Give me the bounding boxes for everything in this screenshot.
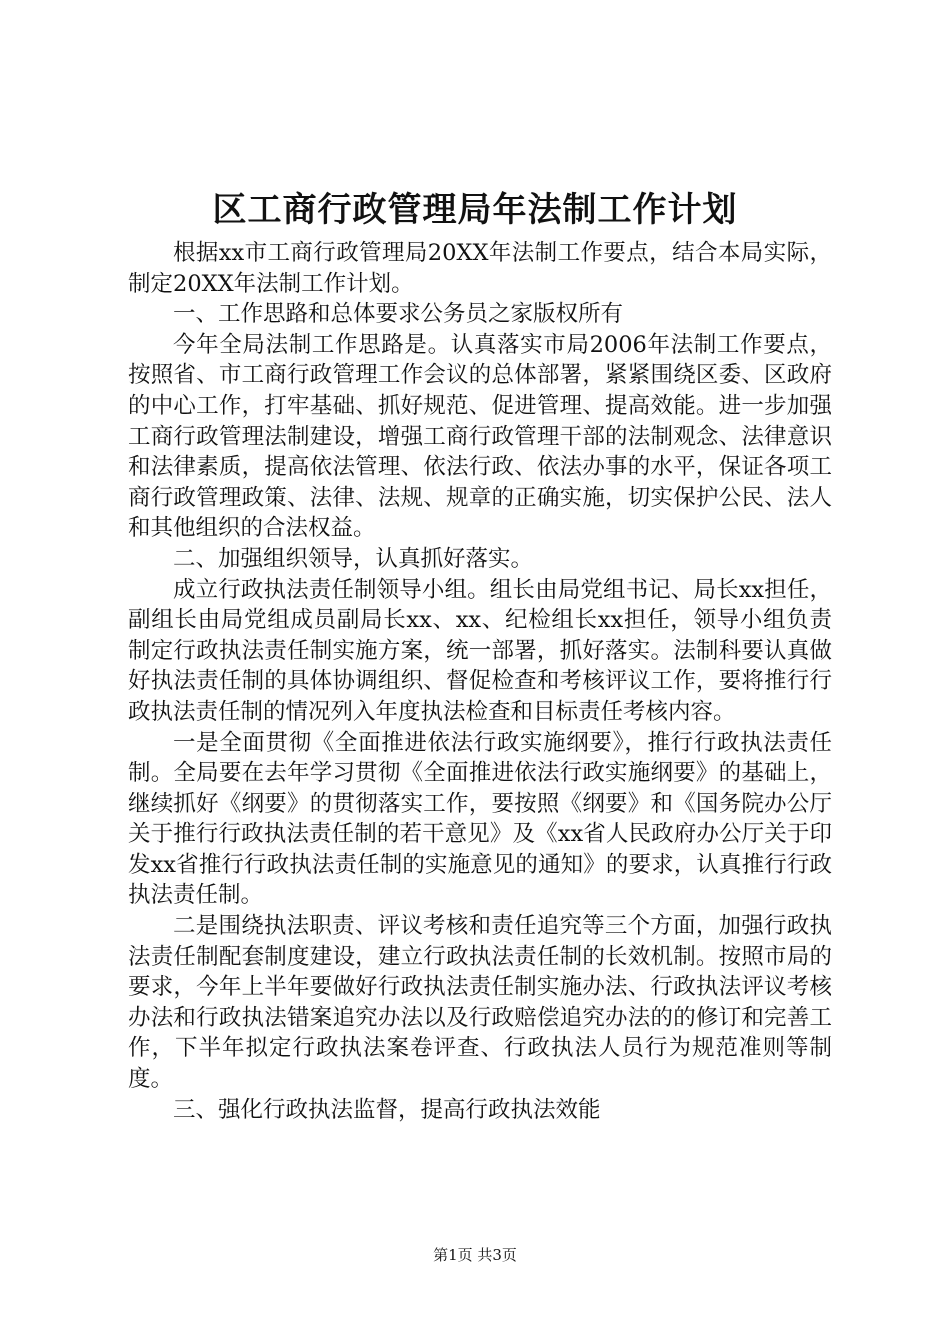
document-body xyxy=(128,238,832,1125)
document-title: 区工商行政管理局年法制工作计划 xyxy=(212,190,738,230)
paragraph-point-two: 二是围绕执法职责、评议考核和责任追究等三个方面，加强行政执法责任制配套制度建设，建立行政执法责任制的长效机制。按照市局的要求，今年上半年要做好行政执法责任制实施办法、行政执法评议考核办法和行政执法错案追究办法以及行政赔偿追究办法的的修订和完善工作，下半年拟定行政执法案卷评查、行政执法人员行为规范准则等制度。 xyxy=(128,913,832,1093)
page-footer: 第1页 共3页 xyxy=(433,1246,517,1264)
paragraph-point-one: 一是全面贯彻《全面推进依法行政实施纲要》，推行行政执法责任制。全局要在去年学习贯彻《全面推进依法行政实施纲要》的基础上，继续抓好《纲要》的贯彻落实工作，要按照《纲要》和《国务院办公厅关于推行行政执法责任制的若干意见》及《xx省人民政府办公厅关于印发xx省推行行政执法责任制的实施意见的通知》的要求，认真推行行政执法责任制。 xyxy=(128,729,832,909)
paragraph-work-approach: 今年全局法制工作思路是。认真落实市局2006年法制工作要点，按照省、市工商行政管理工作会议的总体部署，紧紧围绕区委、区政府的中心工作，打牢基础、抓好规范、促进管理、提高效能。进一步加强工商行政管理法制建设，增强工商行政管理干部的法制观念、法律意识和法律素质，提高依法管理、依法行政、依法办事的水平，保证各项工商行政管理政策、法律、法规、规章的正确实施，切实保护公民、法人和其他组织的合法权益。 xyxy=(128,331,832,542)
paragraph-intro: 根据xx市工商行政管理局20XX年法制工作要点，结合本局实际，制定20XX年法制工作计划。 xyxy=(128,240,832,297)
section-heading-2: 二、加强组织领导，认真抓好落实。 xyxy=(173,545,534,572)
section-heading-1: 一、工作思路和总体要求公务员之家版权所有 xyxy=(173,301,624,328)
section-heading-3: 三、强化行政执法监督，提高行政执法效能 xyxy=(173,1096,601,1123)
paragraph-leadership-group: 成立行政执法责任制领导小组。组长由局党组书记、局长xx担任，副组长由局党组成员副局长xx、xx、纪检组长xx担任，领导小组负责制定行政执法责任制实施方案，统一部署，抓好落实。法制科要认真做好执法责任制的具体协调组织、督促检查和考核评议工作，要将推行行政执法责任制的情况列入年度执法检查和目标责任考核内容。 xyxy=(128,576,832,725)
